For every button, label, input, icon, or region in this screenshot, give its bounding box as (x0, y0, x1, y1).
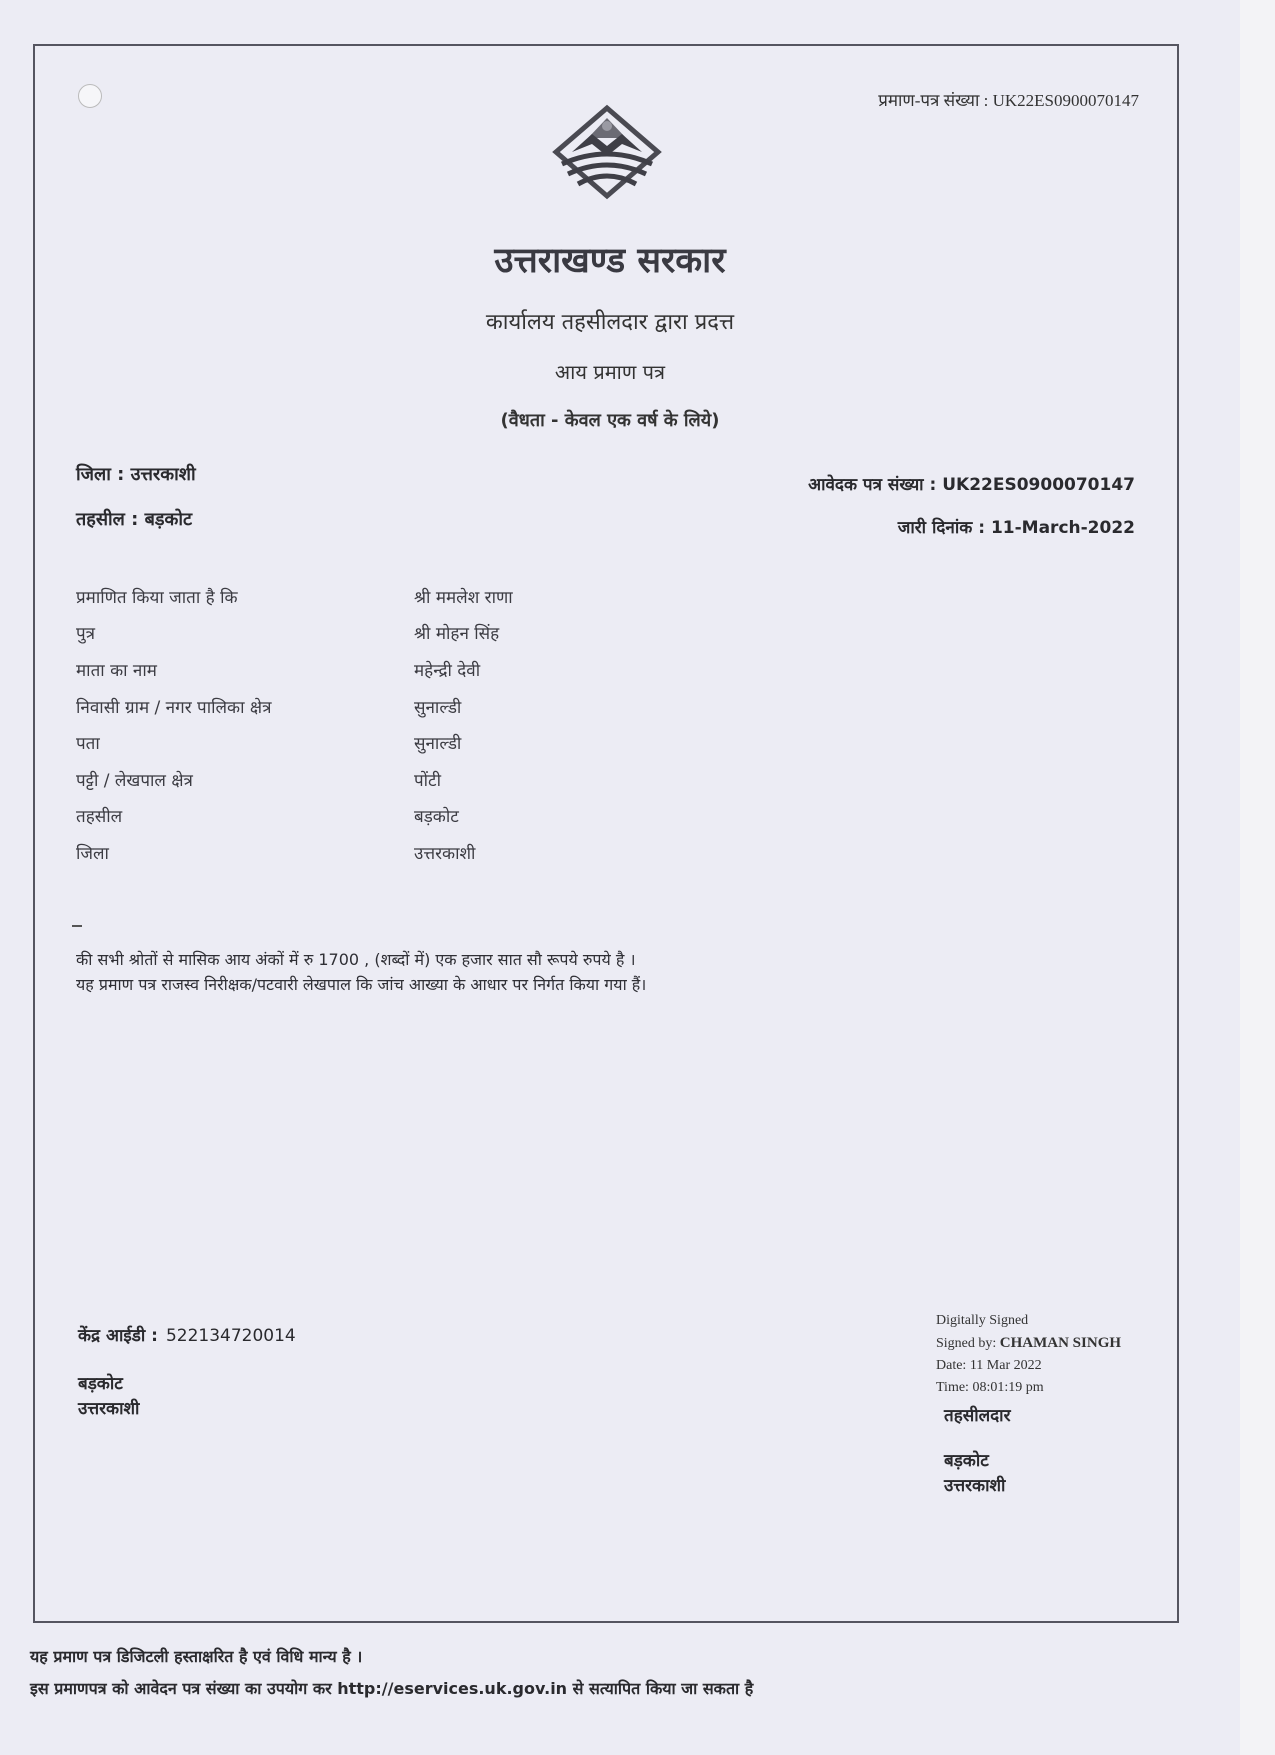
signer-name: CHAMAN SINGH (999, 1335, 1122, 1351)
field-value: श्री ममलेश राणा (414, 587, 513, 608)
application-number: आवेदक पत्र संख्या : UK22ES0900070147 (808, 475, 1135, 495)
field-label: माता का नाम (76, 660, 157, 681)
field-row (76, 615, 676, 652)
center-location (78, 1372, 139, 1422)
field-value: सुनाल्डी (414, 697, 462, 718)
signature-date: Date: 11 Mar 2022 (936, 1358, 1042, 1373)
center-id-value: 522134720014 (165, 1326, 296, 1346)
center-id-label: केंद्र आईडी : (78, 1326, 158, 1346)
field-row (76, 761, 676, 798)
field-row (76, 651, 676, 688)
field-value: सुनाल्डी (414, 734, 462, 755)
field-row (76, 798, 676, 835)
field-label: निवासी ग्राम / नगर पालिका क्षेत्र (76, 697, 272, 718)
issue-date: जारी दिनांक : 11-March-2022 (897, 518, 1135, 538)
issuing-office: कार्यालय तहसीलदार द्वारा प्रदत्त (485, 310, 735, 335)
page-edge (1240, 0, 1275, 1755)
field-value: श्री मोहन सिंह (414, 624, 500, 645)
field-value: उत्तरकाशी (414, 843, 476, 864)
field-label: जिला (76, 843, 109, 864)
signature-time: Time: 08:01:19 pm (936, 1380, 1044, 1395)
field-value: पोंटी (414, 770, 442, 791)
field-label: प्रमाणित किया जाता है कि (76, 587, 238, 608)
certificate-fields (76, 578, 676, 871)
field-value: बड़कोट (414, 807, 459, 828)
certificate-number: प्रमाण-पत्र संख्या : UK22ES0900070147 (878, 91, 1139, 110)
statement-line-2: यह प्रमाण पत्र राजस्व निरीक्षक/पटवारी लेखपाल कि जांच आख्या के आधार पर निर्गत किया गया हैं। (76, 975, 647, 994)
signature-status: Digitally Signed (936, 1313, 1029, 1328)
center-place-1: बड़कोट (78, 1374, 123, 1394)
district-label: जिला : उत्तरकाशी (76, 464, 196, 485)
document-type: आय प्रमाण पत्र (554, 360, 666, 384)
footer-validity-note: यह प्रमाण पत्र डिजिटली हस्ताक्षरित है एवं विधि मान्य है । (30, 1647, 363, 1666)
signer-place-1: बड़कोट (944, 1451, 989, 1471)
signed-by (936, 1332, 1121, 1355)
digital-signature-block (936, 1310, 1121, 1399)
footer-verification-note: इस प्रमाणपत्र को आवेदन पत्र संख्या का उपयोग कर http://eservices.uk.gov.in से सत्यापित किया जा सकता है (30, 1679, 754, 1698)
field-row (76, 834, 676, 871)
field-row (76, 688, 676, 725)
tehsil-label: तहसील : बड़कोट (76, 509, 193, 530)
uttarakhand-emblem-icon (542, 104, 672, 214)
field-label: तहसील (76, 807, 123, 828)
signer-place-2: उत्तरकाशी (944, 1476, 1006, 1496)
signer-role: तहसीलदार (944, 1406, 1011, 1426)
center-place-2: उत्तरकाशी (78, 1399, 140, 1419)
center-id (78, 1323, 296, 1346)
field-value: महेन्द्री देवी (414, 660, 481, 681)
validity-note: (वैधता - केवल एक वर्ष के लिये) (500, 410, 720, 431)
government-title: उत्तराखण्ड सरकार (494, 241, 726, 281)
statement-line-1: की सभी श्रोतों से मासिक आय अंकों में रु 1700 , (शब्दों में) एक हजार सात सौ रूपये रुपये है । (76, 950, 636, 969)
field-row (76, 724, 676, 761)
field-label: पता (76, 734, 100, 755)
income-statement (76, 947, 646, 997)
signed-by-label: Signed by: (936, 1336, 997, 1351)
field-label: पुत्र (76, 624, 96, 645)
field-row (76, 578, 676, 615)
field-label: पट्टी / लेखपाल क्षेत्र (76, 770, 193, 791)
signer-location (944, 1449, 1005, 1499)
divider-dash (72, 925, 82, 927)
